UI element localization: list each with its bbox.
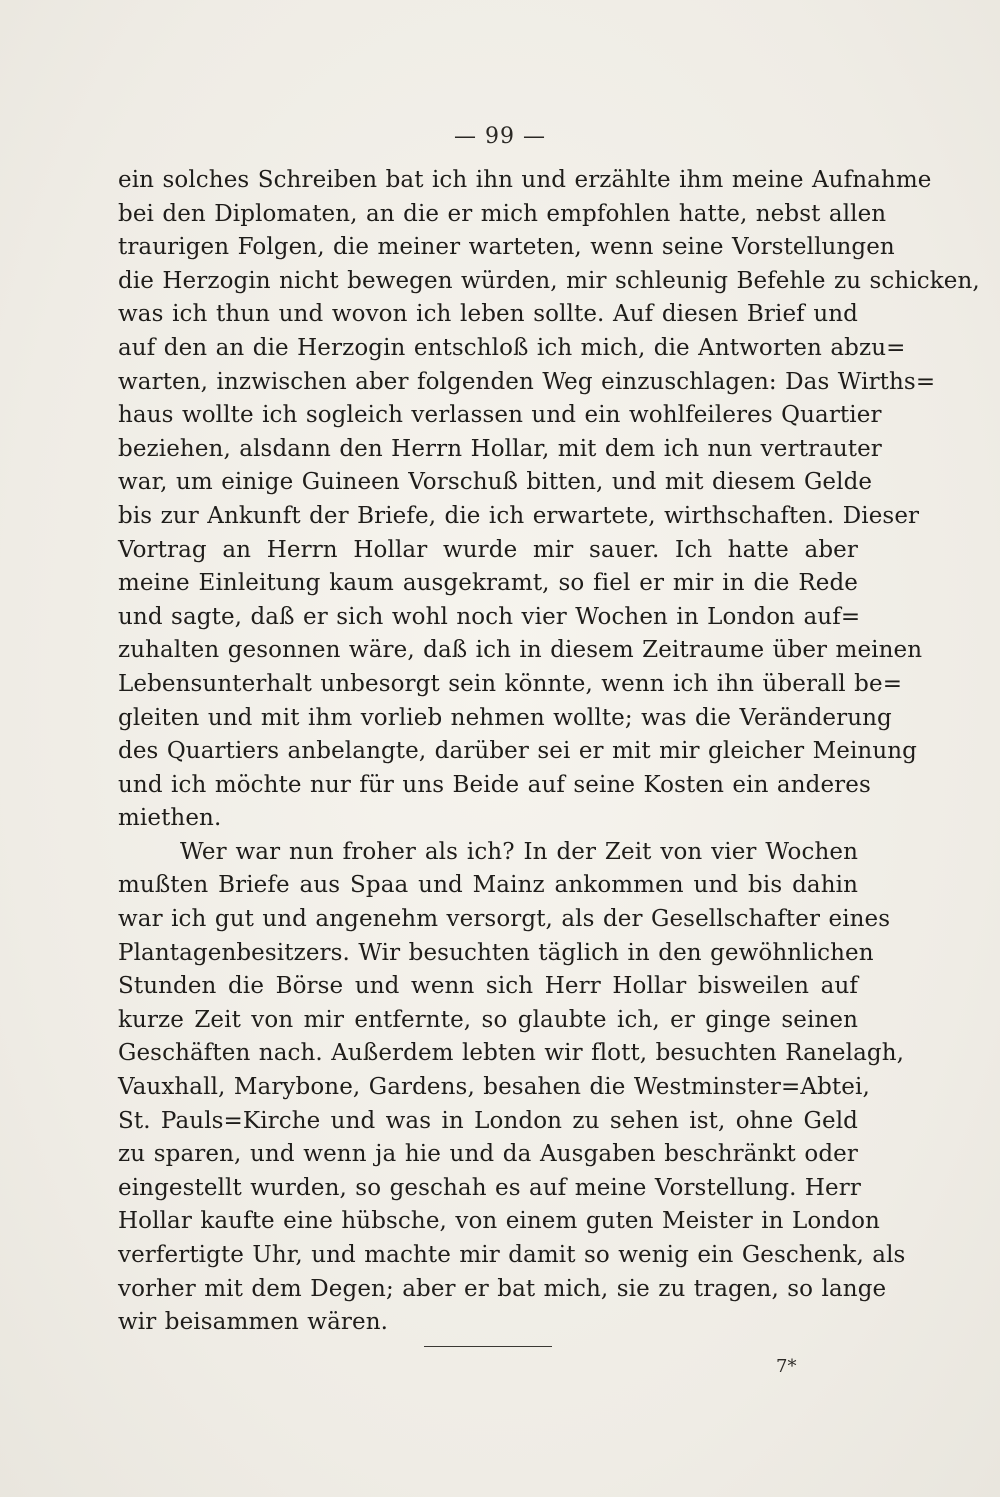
text-line: warten, inzwischen aber folgenden Weg einzuschlagen: Das Wirths= [118, 368, 936, 395]
text-line: bis zur Ankunft der Briefe, die ich erwartete, wirthschaften. Dieser [118, 502, 920, 529]
text-line: zu sparen, und wenn ja hie und da Ausgaben beschränkt oder [118, 1141, 858, 1168]
text-line: kurze Zeit von mir entfernte, so glaubte ich, er ginge seinen [118, 1006, 858, 1033]
text-line: miethen. [118, 805, 222, 832]
text-line: ein solches Schreiben bat ich ihn und erzählte ihm meine Aufnahme [118, 167, 932, 193]
text-line: Lebensunterhalt unbesorgt sein könnte, wenn ich ihn überall be= [118, 670, 903, 697]
text-line: wir beisammen wären. [118, 1309, 389, 1336]
text-line: Vortrag an Herrn Hollar wurde mir sauer. Ich hatte aber [118, 536, 858, 563]
text-line: die Herzogin nicht bewegen würden, mir schleunig Befehle zu schicken, [118, 267, 980, 294]
text-line: bei den Diplomaten, an die er mich empfohlen hatte, nebst allen [118, 200, 887, 227]
text-line: des Quartiers anbelangte, darüber sei er mit mir gleicher Meinung [118, 738, 917, 765]
text-line: auf den an die Herzogin entschloß ich mich, die Antworten abzu= [118, 334, 906, 361]
page-number: — 99 — [454, 124, 546, 149]
text-line: und ich möchte nur für uns Beide auf seine Kosten ein anderes [118, 771, 871, 798]
text-line: meine Einleitung kaum ausgekramt, so fiel er mir in die Rede [118, 570, 858, 597]
text-line: Vauxhall, Marybone, Gardens, besahen die Westminster=Abtei, [118, 1074, 870, 1101]
text-line: und sagte, daß er sich wohl noch vier Wochen in London auf= [118, 603, 861, 630]
paragraph-2 [118, 836, 906, 1340]
text-line: war ich gut und angenehm versorgt, als der Gesellschafter eines [118, 906, 891, 933]
text-line: eingestellt wurden, so geschah es auf meine Vorstellung. Herr [118, 1174, 861, 1201]
text-line: verfertigte Uhr, und machte mir damit so wenig ein Geschenk, als [118, 1242, 906, 1268]
text-line: Geschäften nach. Außerdem lebten wir flott, besuchten Ranelagh, [118, 1040, 905, 1067]
signature-mark: 7* [776, 1356, 797, 1377]
text-line: Wer war nun froher als ich? In der Zeit von vier Wochen [180, 838, 858, 865]
end-rule [424, 1346, 552, 1347]
text-line: Stunden die Börse und wenn sich Herr Hollar bisweilen auf [118, 973, 858, 1000]
body-text [118, 164, 980, 1340]
text-line: mußten Briefe aus Spaa und Mainz ankommen und bis dahin [118, 872, 858, 899]
text-line: war, um einige Guineen Vorschuß bitten, und mit diesem Gelde [118, 469, 873, 496]
text-line: haus wollte ich sogleich verlassen und ein wohlfeileres Quartier [118, 402, 882, 429]
paragraph-1 [118, 164, 980, 836]
text-line: was ich thun und wovon ich leben sollte. Auf diesen Brief und [118, 301, 858, 328]
text-line: beziehen, alsdann den Herrn Hollar, mit dem ich nun vertrauter [118, 435, 882, 462]
text-line: Hollar kaufte eine hübsche, von einem guten Meister in London [118, 1208, 880, 1235]
text-line: vorher mit dem Degen; aber er bat mich, sie zu tragen, so lange [118, 1275, 887, 1302]
text-line: St. Pauls=Kirche und was in London zu sehen ist, ohne Geld [118, 1107, 858, 1134]
text-line: zuhalten gesonnen wäre, daß ich in diesem Zeitraume über meinen [118, 637, 923, 664]
text-line: traurigen Folgen, die meiner warteten, wenn seine Vorstellungen [118, 234, 895, 261]
text-line: Plantagenbesitzers. Wir besuchten täglich in den gewöhnlichen [118, 939, 874, 966]
text-line: gleiten und mit ihm vorlieb nehmen wollte; was die Veränderung [118, 704, 892, 731]
